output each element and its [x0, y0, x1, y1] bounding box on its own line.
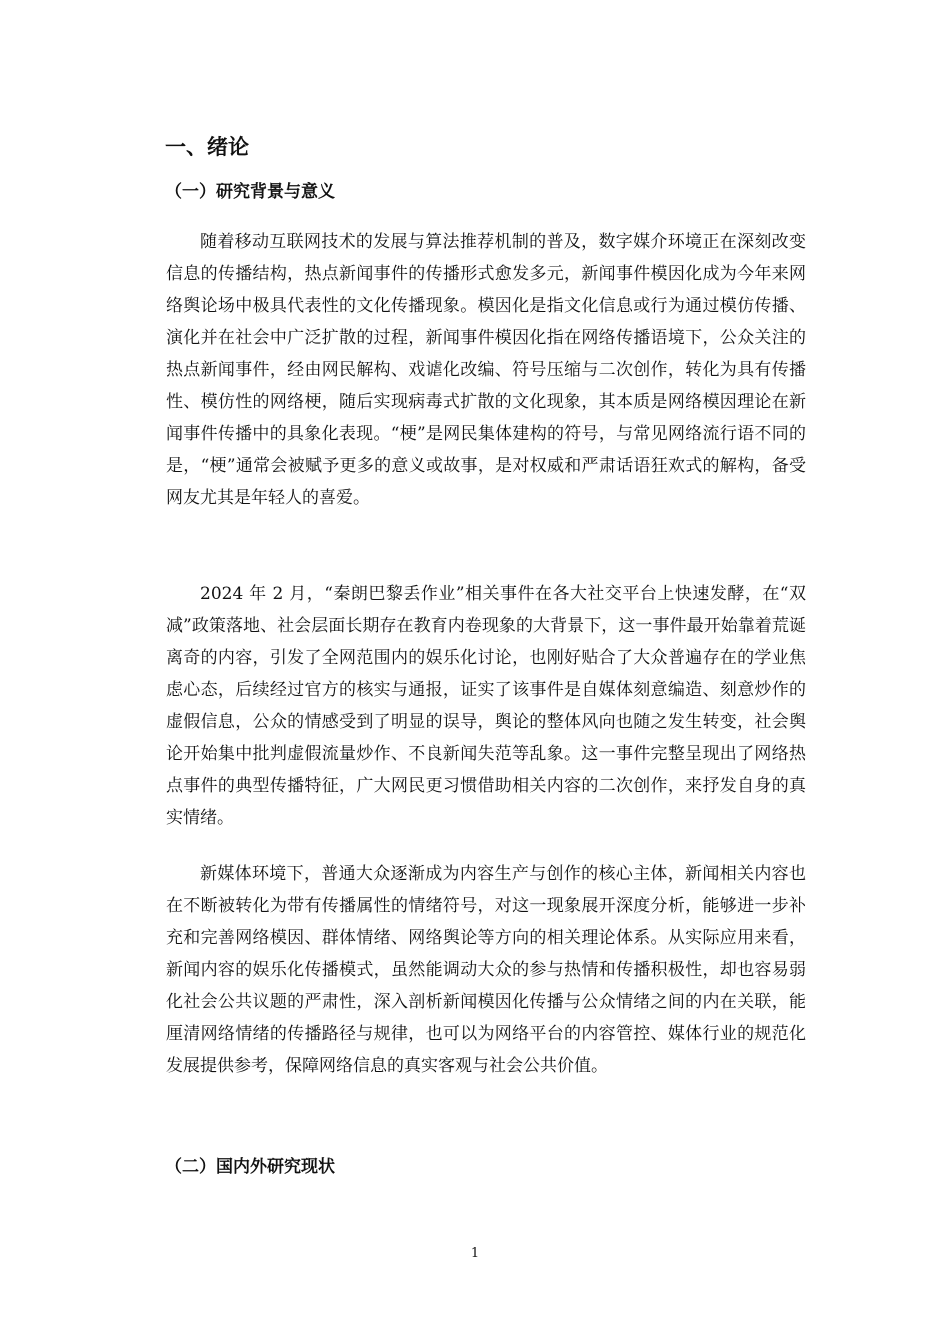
- section-heading-research-status: （二）国内外研究现状: [165, 1157, 335, 1177]
- body-paragraph: 新媒体环境下，普通大众逐渐成为内容生产与创作的核心主体，新闻相关内容也在不断被转化为带有传播属性的情绪符号，对这一现象展开深度分析，能够进一步补充和完善网络模因、群体情绪、网络舆论等方向的相关理论体系。从实际应用来看，新闻内容的娱乐化传播模式，虽然能调动大众的参与热情和传播积极性，却也容易弱化社会公共议题的严肃性，深入剖析新闻模因化传播与公众情绪之间的内在关联，能厘清网络情绪的传播路径与规律，也可以为网络平台的内容管控、媒体行业的规范化发展提供参考，保障网络信息的真实客观与社会公共价值。: [166, 864, 806, 1076]
- section-heading-background: （一）研究背景与意义: [165, 182, 335, 202]
- body-paragraph: 随着移动互联网技术的发展与算法推荐机制的普及，数字媒介环境正在深刻改变信息的传播结构，热点新闻事件的传播形式愈发多元，新闻事件模因化成为今年来网络舆论场中极具代表性的文化传播现象。模因化是指文化信息或行为通过模仿传播、演化并在社会中广泛扩散的过程，新闻事件模因化指在网络传播语境下，公众关注的热点新闻事件，经由网民解构、戏谑化改编、符号压缩与二次创作，转化为具有传播性、模仿性的网络梗，随后实现病毒式扩散的文化现象，其本质是网络模因理论在新闻事件传播中的具象化表现。“梗”是网民集体建构的符号，与常见网络流行语不同的是，“梗”通常会被赋予更多的意义或故事，是对权威和严肃话语狂欢式的解构，备受网友尤其是年轻人的喜爱。: [166, 232, 806, 508]
- body-paragraph: 2024 年 2 月，“秦朗巴黎丢作业”相关事件在各大社交平台上快速发酵，在“双减”政策落地、社会层面长期存在教育内卷现象的大背景下，这一事件最开始靠着荒诞离奇的内容，引发了全网范围内的娱乐化讨论，也刚好贴合了大众普遍存在的学业焦虑心态，后续经过官方的核实与通报，证实了该事件是自媒体刻意编造、刻意炒作的虚假信息，公众的情感受到了明显的误导，舆论的整体风向也随之发生转变，社会舆论开始集中批判虚假流量炒作、不良新闻失范等乱象。这一事件完整呈现出了网络热点事件的典型传播特征，广大网民更习惯借助相关内容的二次创作，来抒发自身的真实情绪。: [166, 584, 806, 828]
- chapter-heading: 一、绪论: [165, 134, 249, 159]
- page-number: 1: [470, 1246, 480, 1261]
